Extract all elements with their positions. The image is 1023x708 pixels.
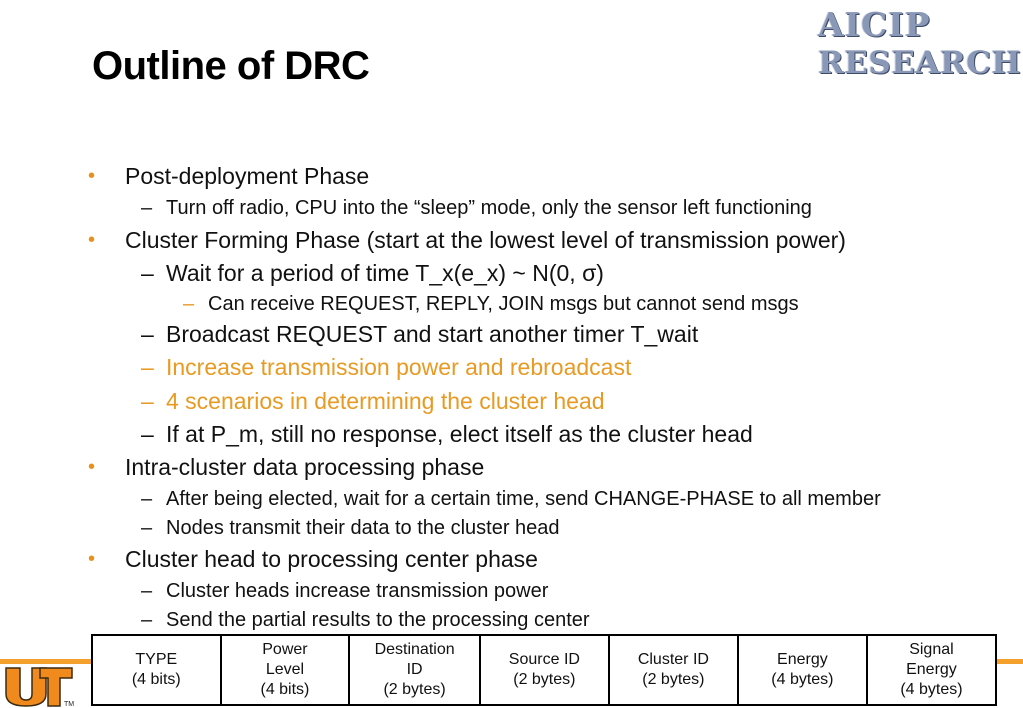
bullet-icon: • [88,548,96,570]
outline-subitem-text: 4 scenarios in determining the cluster head [166,388,605,414]
outline-subitem-increase-power [141,354,632,381]
outline-item-text: Cluster Forming Phase (start at the lowest level of transmission power) [125,227,846,253]
dash-icon: – [141,197,153,219]
packet-format-table [91,634,997,706]
outline-subitem-after-elected [141,488,881,511]
field-line: Energy [777,651,828,668]
outline-subitem-text: After being elected, wait for a certain time, send CHANGE-PHASE to all member [166,488,881,510]
dash-icon: – [141,517,153,539]
dash-icon: – [141,354,154,380]
logo-line-aicip: AICIP [818,5,931,44]
outline-item-cluster-forming [88,227,846,254]
dash-icon: – [141,321,154,347]
outline-subitem-text: Turn off radio, CPU into the “sleep” mode, only the sensor left functioning [166,197,812,219]
table-row [92,635,996,705]
packet-field-source-id [480,635,609,705]
outline-item-cluster-head-phase [88,546,538,573]
field-line: (2 bytes) [642,671,705,688]
outline-item-text: Cluster head to processing center phase [125,546,538,572]
outline-subsubitem-can-receive [183,293,799,316]
outline-subitem-send-partial [141,609,590,632]
outline-subitem-nodes-transmit [141,517,560,540]
field-line: Source ID [508,651,580,668]
outline-subitem-increase-transmission [141,580,549,603]
field-line: Cluster ID [637,651,709,668]
field-line: Destination [374,641,455,658]
outline-subitem-text: If at P_m, still no response, elect itself as the cluster head [166,421,753,447]
bullet-icon: • [88,165,96,187]
bullet-icon: • [88,229,96,251]
outline-subitem-elect-itself [141,421,753,448]
dash-icon: – [141,488,153,510]
outline-subitem-turn-off-radio [141,197,812,220]
packet-field-type [92,635,221,705]
dash-icon: – [141,421,154,447]
outline-subitem-text: Broadcast REQUEST and start another timer T_wait [166,321,699,347]
packet-field-signal-energy [867,635,996,705]
outline-subsubitem-text: Can receive REQUEST, REPLY, JOIN msgs but cannot send msgs [208,293,799,315]
field-line: Signal [909,641,954,658]
field-line: Power [262,641,308,658]
trademark-text: TM [64,701,75,708]
outline-subitem-text: Cluster heads increase transmission power [166,580,549,602]
logo-line-research: RESEARCH [818,45,1022,81]
field-line: (4 bytes) [771,671,834,688]
dash-icon: – [141,609,153,631]
outline-item-text: Post-deployment Phase [125,163,370,189]
dash-icon: – [141,580,153,602]
packet-field-destination-id [349,635,480,705]
field-line: (4 bits) [260,681,310,698]
outline-subitem-text: Nodes transmit their data to the cluster head [166,517,560,539]
outline-subitem-broadcast-request [141,321,699,348]
outline-item-intra-cluster [88,454,485,481]
outline-subitem-text: Wait for a period of time T_x(e_x) ~ N(0, σ) [166,260,604,286]
field-line: ID [406,661,423,678]
field-line: (2 bytes) [383,681,446,698]
bullet-icon: • [88,456,96,478]
field-line: Energy [906,661,957,678]
packet-field-power-level [221,635,350,705]
field-line: TYPE [135,651,178,668]
outline-item-post-deployment [88,163,370,190]
dash-icon: – [183,293,195,315]
packet-field-energy [738,635,867,705]
field-line: (2 bytes) [513,671,576,688]
outline-subitem-wait-period [141,260,604,287]
ut-logo-icon [2,664,82,708]
slide-title: Outline of DRC [92,44,370,88]
dash-icon: – [141,388,154,414]
dash-icon: – [141,260,154,286]
field-line: (4 bytes) [900,681,963,698]
field-line: (4 bits) [131,671,181,688]
outline-subitem-text: Increase transmission power and rebroadcast [166,354,632,380]
field-line: Level [265,661,305,678]
outline-item-text: Intra-cluster data processing phase [125,454,485,480]
outline-subitem-four-scenarios [141,388,605,415]
packet-field-cluster-id [609,635,738,705]
aicip-research-logo [818,6,1021,82]
outline-subitem-text: Send the partial results to the processing center [166,609,590,631]
